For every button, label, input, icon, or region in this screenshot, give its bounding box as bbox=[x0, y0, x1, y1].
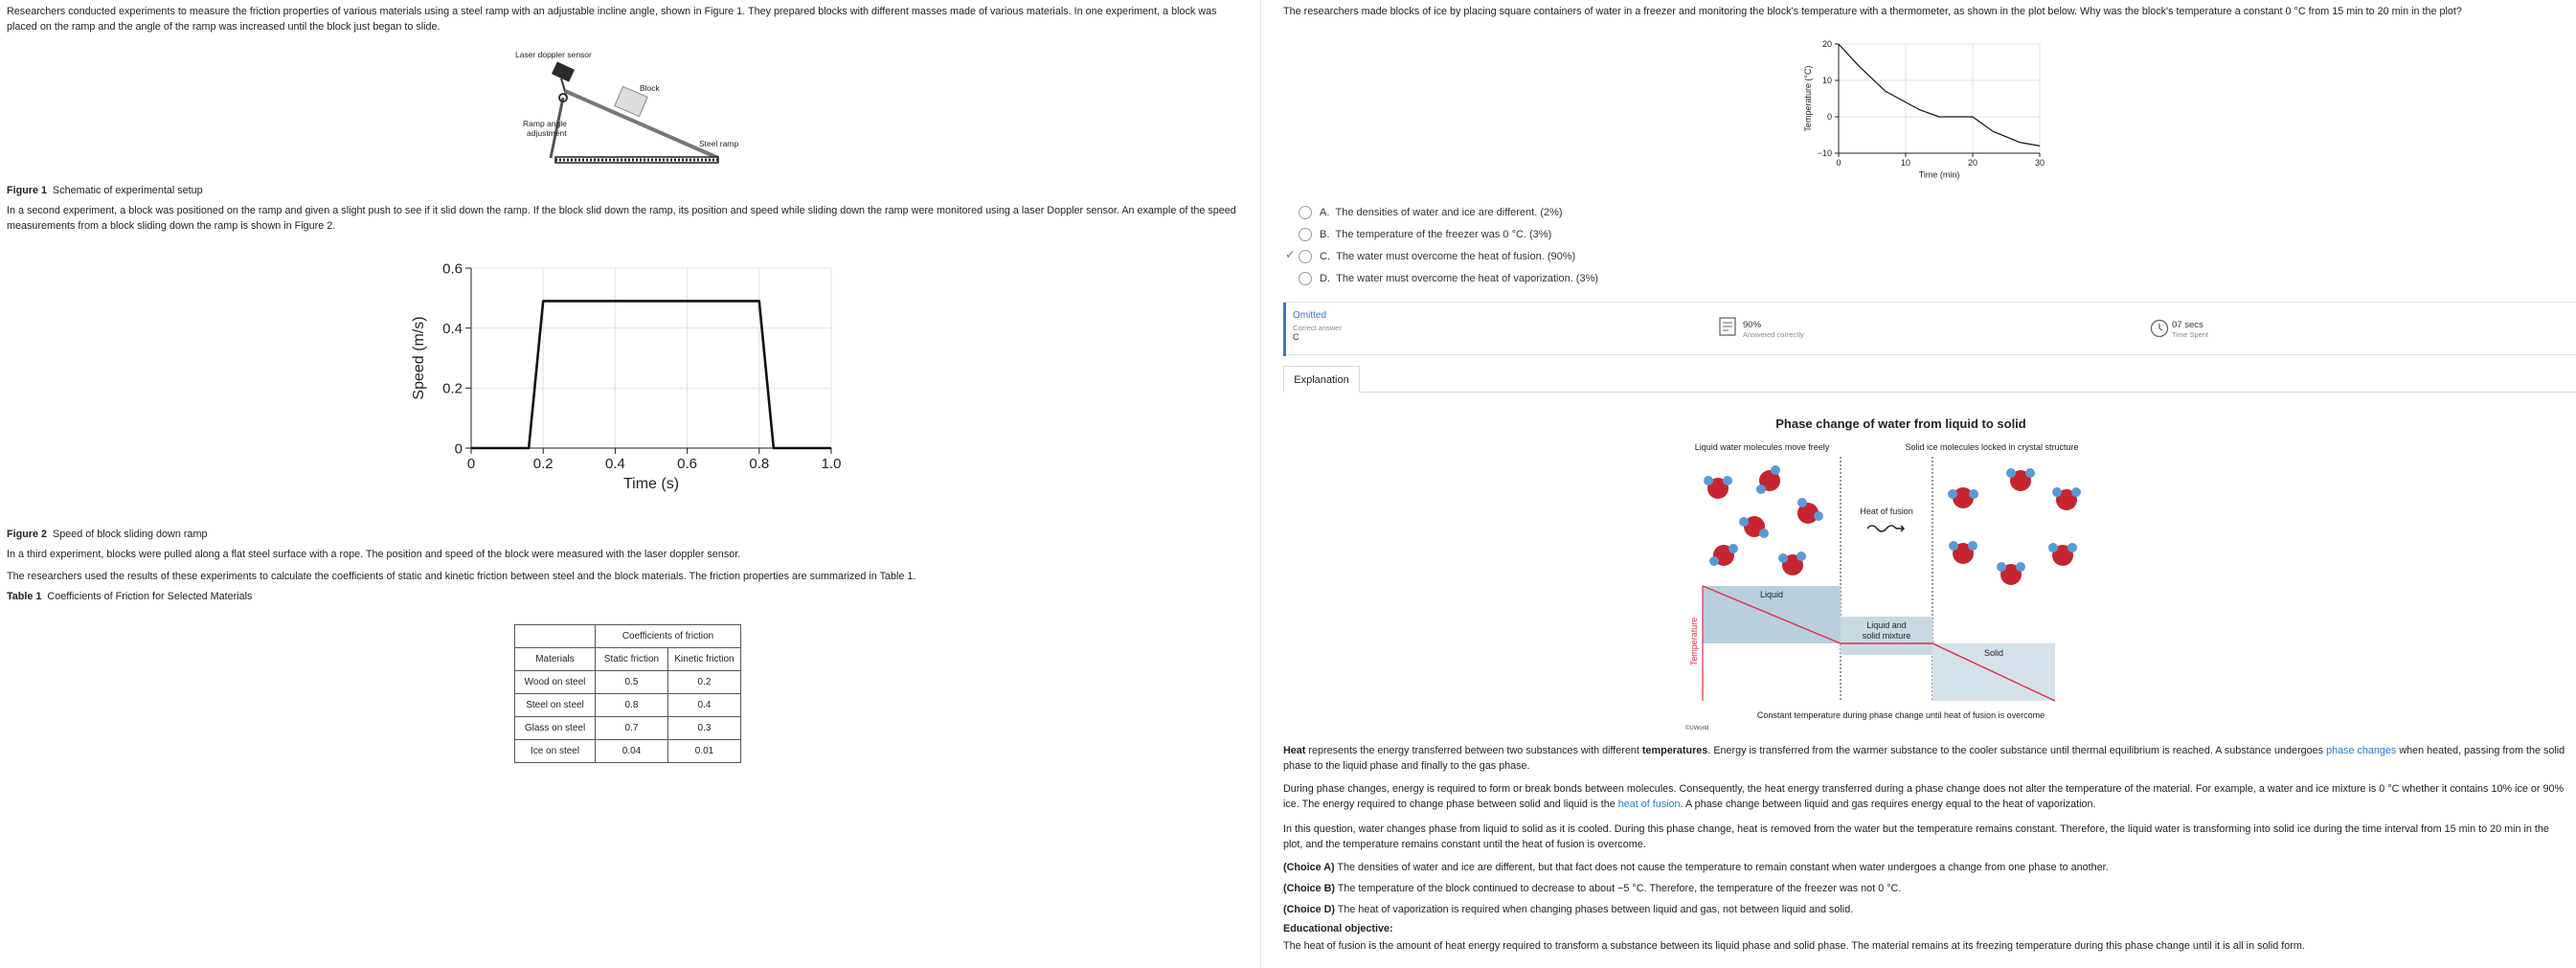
y-tick-label: 0 bbox=[1826, 112, 1832, 123]
heat-squiggle-icon bbox=[1867, 526, 1896, 531]
tab-explanation[interactable]: Explanation bbox=[1283, 366, 1360, 393]
svg-text:Solid: Solid bbox=[1983, 648, 2004, 658]
clock-icon bbox=[2150, 319, 2169, 338]
x-axis-label: Time (min) bbox=[1918, 169, 1960, 180]
educational-objective-text: The heat of fusion is the amount of heat energy required to transform a substance between its liquid phase and solid phase. The material remains at its freezing temperature during this phase change until it is all in solid form. bbox=[1283, 940, 2305, 952]
laser-sensor bbox=[552, 61, 575, 81]
y-tick-label: 0.6 bbox=[442, 260, 463, 278]
friction-table bbox=[514, 624, 741, 763]
figure-2-caption: Figure 2 Speed of block sliding down ramp bbox=[7, 529, 208, 540]
y-tick-label: −10 bbox=[1817, 148, 1832, 159]
choice-b[interactable]: B. The temperature of the freezer was 0 °C. (3%) bbox=[1299, 225, 1551, 244]
table-row: Steel on steel 0.8 0.4 bbox=[515, 694, 741, 717]
figure-2-speed-chart bbox=[402, 259, 852, 507]
table-1-caption: Table 1 Coefficients of Friction for Selected Materials bbox=[7, 591, 253, 602]
radio-icon[interactable] bbox=[1299, 250, 1312, 263]
table-header: Kinetic friction bbox=[668, 648, 741, 671]
pane-divider[interactable] bbox=[1260, 0, 1261, 968]
tab-divider bbox=[1360, 392, 2576, 393]
choice-a[interactable]: A. The densities of water and ice are different. (2%) bbox=[1299, 203, 1563, 222]
svg-text:Temperature: Temperature bbox=[1689, 617, 1699, 666]
time-spent: 07 secs bbox=[2172, 320, 2203, 330]
percent-correct: 90% bbox=[1743, 320, 1762, 330]
y-tick-label: 10 bbox=[1821, 76, 1832, 86]
answer-stats-bar: Omitted Correct answer C 90% Answered correctly 07 secs Time Spent bbox=[1283, 302, 2576, 355]
paragraph-3: In a third experiment, blocks were pulled along a flat steel surface with a rope. The position and speed of the block were measured with the laser doppler sensor. bbox=[7, 549, 741, 560]
phase-change-figure bbox=[1685, 414, 2116, 732]
question-passage-pane bbox=[0, 0, 1250, 968]
x-tick-label: 0.2 bbox=[532, 456, 554, 472]
y-tick-label: 20 bbox=[1821, 39, 1832, 50]
x-tick-label: 0.8 bbox=[749, 456, 770, 472]
chart-stats-icon bbox=[1719, 317, 1736, 336]
y-tick-label: 0 bbox=[454, 440, 463, 458]
phase-changes-link[interactable]: phase changes bbox=[2326, 745, 2397, 756]
x-tick-label: 0.4 bbox=[604, 456, 625, 472]
paragraph-4: The researchers used the results of these experiments to calculate the coefficients of static and kinetic friction between steel and the block materials. The friction properties are summarized in Table 1. bbox=[7, 571, 916, 582]
y-tick-label: 0.4 bbox=[442, 320, 463, 337]
table-row: Glass on steel 0.7 0.3 bbox=[515, 717, 741, 740]
question-stem: The researchers made blocks of ice by placing square containers of water in a freezer and monitoring the block's temperature with a thermometer, as shown in the plot below. Why was the block's temperature a constant 0 °C from 15 min to 20 min in the plot? bbox=[1283, 6, 2462, 17]
explanation-paragraph-2: During phase changes, energy is required to form or break bonds between molecules. Consequently, the heat energy transferred during a phase change does not alter the temperature of the material. For example, a water and ice mixture is 0 °C whether it contains 10% ice or 90% ice. The energy required to change phase between solid and liquid is the heat of fusion. A phase change between liquid and gas requires energy equal to the heat of vaporization. bbox=[1283, 783, 2565, 810]
figure-1-caption: Figure 1 Schematic of experimental setup bbox=[7, 185, 203, 196]
heat-of-fusion-link[interactable]: heat of fusion bbox=[1617, 799, 1681, 810]
table-row: Ice on steel 0.04 0.01 bbox=[515, 740, 741, 763]
water-molecules-liquid bbox=[1704, 465, 1823, 575]
table-header: Static friction bbox=[596, 648, 668, 671]
educational-objective-label: Educational objective: bbox=[1283, 923, 1393, 934]
x-tick-label: 0 bbox=[1836, 158, 1842, 168]
data-line bbox=[1839, 44, 2040, 146]
data-line bbox=[471, 301, 831, 448]
svg-text:©UWorld: ©UWorld bbox=[1685, 726, 1709, 732]
radio-icon[interactable] bbox=[1299, 206, 1312, 219]
radio-icon[interactable] bbox=[1299, 272, 1312, 285]
choice-d[interactable]: D. The water must overcome the heat of vaporization. (3%) bbox=[1299, 269, 1598, 288]
radio-icon[interactable] bbox=[1299, 228, 1312, 241]
y-tick-label: 0.2 bbox=[442, 380, 463, 397]
x-tick-label: 30 bbox=[2034, 158, 2045, 168]
x-tick-label: 0 bbox=[466, 456, 476, 472]
table-row: Wood on steel 0.5 0.2 bbox=[515, 671, 741, 694]
sensor-label: Laser doppler sensor bbox=[515, 50, 592, 59]
choice-d-explanation: (Choice D) The heat of vaporization is required when changing phases between liquid and gas, not between liquid and solid. bbox=[1283, 904, 1854, 915]
svg-text:Constant temperature during ph: Constant temperature during phase change until heat of fusion is overcome bbox=[1756, 710, 2045, 720]
y-axis-label: Temperature (°C) bbox=[1803, 65, 1813, 132]
choice-a-explanation: (Choice A) The densities of water and ice are different, but that fact does not cause the temperature to remain constant when water undergoes a change from one phase to another. bbox=[1283, 862, 2109, 873]
svg-text:Liquid and: Liquid and bbox=[1866, 620, 1907, 630]
correct-answer-value: C bbox=[1293, 332, 1299, 342]
omitted-label: Omitted bbox=[1293, 310, 1327, 321]
paragraph-2: In a second experiment, a block was positioned on the ramp and given a slight push to see if it slid down the ramp. If the block slid down the ramp, its position and speed while sliding down the ramp were monitored using a laser Doppler sensor. An example of the speed measurements from a block sliding down the ramp is shown in Figure 2. bbox=[7, 205, 1236, 232]
water-molecules-solid bbox=[1948, 468, 2081, 585]
x-axis-label: Time (s) bbox=[622, 476, 680, 492]
svg-text:Phase change of water from liq: Phase change of water from liquid to solid bbox=[1775, 416, 2026, 431]
temperature-chart bbox=[1800, 36, 2107, 182]
svg-text:Liquid: Liquid bbox=[1759, 590, 1784, 599]
table-group-header: Coefficients of friction bbox=[596, 625, 741, 648]
x-tick-label: 10 bbox=[1900, 158, 1911, 168]
x-tick-label: 20 bbox=[1967, 158, 1978, 168]
explanation-paragraph-3: In this question, water changes phase from liquid to solid as it is cooled. During this phase change, heat is removed from the water but the temperature remains constant. Therefore, the liquid water is transforming into solid ice during the time interval from 15 min to 20 min in the plot, and the temperature remains constant until the heat of fusion is overcome. bbox=[1283, 823, 2549, 850]
table-header: Materials bbox=[515, 648, 596, 671]
x-tick-label: 1.0 bbox=[821, 456, 842, 472]
figure-1-ramp-schematic bbox=[508, 48, 757, 168]
correct-check-icon: ✓ bbox=[1285, 247, 1296, 261]
choice-c[interactable]: C. The water must overcome the heat of fusion. (90%) bbox=[1299, 247, 1575, 266]
svg-text:Heat of fusion: Heat of fusion bbox=[1860, 507, 1913, 516]
svg-text:Ramp angle: Ramp angle bbox=[523, 119, 567, 128]
steel-ramp-label: Steel ramp bbox=[699, 139, 739, 148]
y-axis-label: Speed (m/s) bbox=[411, 316, 427, 400]
x-tick-label: 0.6 bbox=[677, 456, 698, 472]
svg-text:Liquid water molecules move fr: Liquid water molecules move freely bbox=[1694, 442, 1830, 452]
svg-text:Solid ice molecules locked in: Solid ice molecules locked in crystal structure bbox=[1905, 442, 2079, 452]
svg-text:adjustment: adjustment bbox=[527, 128, 567, 138]
svg-text:solid mixture: solid mixture bbox=[1862, 631, 1911, 641]
intro-paragraph: Researchers conducted experiments to measure the friction properties of various materials using a steel ramp with an adjustable incline angle, shown in Figure 1. They prepared blocks with different masses made of various materials. In one experiment, a block was placed on the ramp and the angle of the ramp was increased until the block just began to slide. bbox=[7, 6, 1217, 33]
explanation-paragraph-1: Heat represents the energy transferred between two substances with different temperatures. Energy is transferred from the warmer substance to the cooler substance until thermal equilibrium is reached. A substance undergoes phase changes when heated, passing from the solid phase to the liquid phase and finally to the gas phase. bbox=[1283, 745, 2565, 772]
answer-pane bbox=[1283, 0, 2576, 968]
block-label: Block bbox=[640, 83, 660, 93]
choice-b-explanation: (Choice B) The temperature of the block continued to decrease to about −5 °C. Therefore, the temperature of the freezer was not 0 °C. bbox=[1283, 883, 1902, 894]
stat-accent-bar bbox=[1283, 303, 1286, 356]
